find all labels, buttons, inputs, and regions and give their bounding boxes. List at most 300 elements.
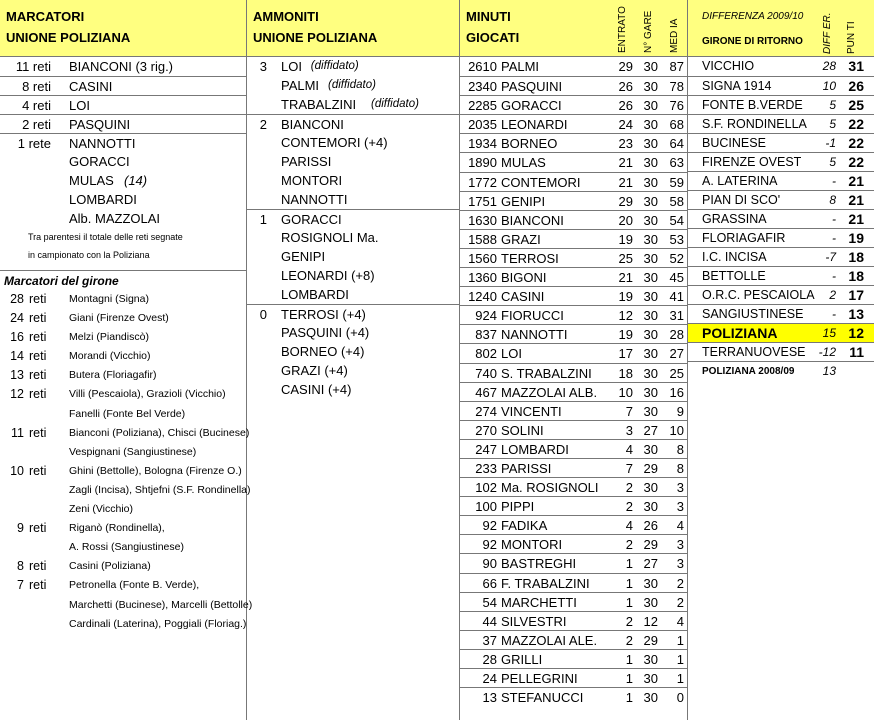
note-line-1: Tra parentesi il totale delle reti segnate — [28, 232, 183, 242]
media-value: 9 — [676, 403, 684, 419]
player-name: F. TRABALZINI — [501, 575, 590, 591]
booked-row — [247, 266, 459, 285]
player-name: GORACCI — [501, 98, 562, 114]
player-name: PALMI — [501, 59, 540, 74]
booked-note: (diffidato) — [371, 98, 419, 110]
gare-count: 30 — [643, 289, 658, 305]
gare-count: 30 — [643, 250, 658, 266]
punti-header: PUN TI — [846, 21, 857, 54]
media-value: 58 — [669, 193, 684, 209]
minutes-row — [460, 133, 687, 152]
team-diff: -7 — [825, 250, 836, 264]
team-points: 19 — [848, 230, 864, 246]
girone-scorers: Melzi (Piandiscò) — [69, 331, 149, 344]
scorer-goals: 4 reti — [22, 98, 51, 113]
minutes-total: 1240 — [468, 289, 497, 305]
media-value: 52 — [669, 250, 684, 266]
gare-count: 30 — [643, 117, 658, 133]
media-value: 59 — [669, 174, 684, 190]
minutes-row — [460, 229, 687, 248]
minutes-total: 24 — [482, 671, 497, 686]
booked-row — [247, 133, 459, 152]
gare-count: 30 — [643, 480, 658, 496]
girone-scorers: Petronella (Fonte B. Verde), — [69, 579, 200, 592]
media-value: 76 — [669, 98, 684, 114]
team-name: VICCHIO — [702, 59, 755, 73]
minutes-total: 92 — [482, 537, 497, 553]
minutes-total: 90 — [482, 556, 497, 572]
entrato-count: 12 — [618, 308, 633, 324]
minutes-total: 2340 — [468, 79, 497, 95]
minutes-row — [460, 382, 687, 401]
standings-row — [688, 209, 874, 228]
marcatori-column — [0, 57, 253, 720]
footer-value: 13 — [822, 364, 836, 378]
booked-row — [247, 361, 459, 380]
minutes-row — [460, 592, 687, 611]
minutes-row — [460, 114, 687, 133]
media-value: 1 — [676, 651, 684, 667]
classifica-column — [688, 57, 874, 720]
team-points: 13 — [848, 306, 864, 322]
girone-row — [0, 424, 250, 443]
minutes-total: 802 — [475, 346, 497, 362]
booked-row — [247, 323, 459, 342]
scorer-row — [0, 76, 246, 95]
note-line-2: in campionato con la Poliziana — [28, 250, 150, 260]
booked-name: NANNOTTI — [281, 192, 348, 207]
media-value: 41 — [669, 289, 684, 305]
player-name: Ma. ROSIGNOLI — [501, 480, 599, 496]
media-value: 1 — [676, 632, 684, 648]
gare-count: 30 — [643, 59, 658, 74]
media-value: 54 — [669, 212, 684, 228]
player-name: BIGONI — [501, 270, 547, 286]
entrato-count: 1 — [625, 690, 633, 706]
team-name: BUCINESE — [702, 136, 766, 150]
team-diff: -1 — [825, 136, 836, 150]
player-name: BIANCONI — [501, 212, 564, 228]
standings-row — [688, 76, 874, 95]
minutes-row — [460, 76, 687, 95]
team-diff: 5 — [829, 155, 836, 169]
booked-row — [247, 57, 459, 76]
booked-count: 2 — [259, 117, 267, 132]
team-points: 18 — [848, 249, 864, 265]
minutes-total: 66 — [482, 575, 497, 591]
girone-row — [0, 462, 246, 481]
team-name: PIAN DI SCO' — [702, 193, 781, 207]
standings-row — [688, 95, 874, 114]
entrato-header: ENTRATO — [617, 6, 628, 53]
team-diff: 10 — [822, 79, 836, 93]
scorer-row — [0, 209, 246, 228]
minutes-total: 100 — [475, 499, 497, 515]
entrato-count: 24 — [618, 117, 633, 133]
gare-count: 30 — [643, 231, 658, 247]
booked-name: MONTORI — [281, 173, 343, 188]
minutes-total: 28 — [482, 651, 497, 667]
girone-scorers: Morandi (Vicchio) — [69, 350, 151, 363]
player-name: LOI — [501, 346, 522, 362]
gare-count: 30 — [643, 690, 658, 706]
minutes-total: 270 — [475, 422, 497, 438]
player-name: BORNEO — [501, 136, 558, 152]
scorer-row — [0, 57, 246, 76]
media-value: 3 — [676, 556, 684, 572]
media-value: 2 — [676, 594, 684, 610]
minutes-total: 44 — [482, 613, 497, 629]
booked-name: GENIPI — [281, 249, 326, 264]
booked-row — [247, 152, 459, 171]
media-value: 3 — [676, 480, 684, 496]
entrato-count: 29 — [618, 59, 633, 74]
entrato-count: 1 — [625, 651, 633, 667]
minutes-total: 102 — [475, 480, 497, 496]
gare-count: 30 — [643, 346, 658, 362]
media-value: 25 — [669, 365, 684, 381]
standings-row — [688, 57, 874, 76]
girone-goals: 10 — [10, 463, 24, 478]
standings-row — [688, 171, 874, 190]
minutes-row — [460, 343, 687, 362]
booked-name: PASQUINI (+4) — [281, 325, 370, 340]
team-diff: 5 — [829, 98, 836, 112]
marcatori-title: MARCATORI — [6, 9, 85, 24]
media-value: 16 — [669, 384, 684, 400]
player-name: PIPPI — [501, 499, 535, 515]
minuti-subtitle: GIOCATI — [466, 30, 520, 45]
girone-scorers: Zagli (Incisa), Shtjefni (S.F. Rondinella) — [69, 483, 251, 496]
scorer-name: NANNOTTI — [69, 136, 136, 151]
booked-name: PARISSI — [281, 154, 332, 169]
entrato-count: 2 — [625, 613, 633, 629]
media-header: MED IA — [669, 18, 680, 53]
minutes-row — [460, 515, 687, 534]
player-name: MARCHETTI — [501, 594, 577, 610]
entrato-count: 2 — [625, 499, 633, 515]
player-name: MAZZOLAI ALE. — [501, 632, 598, 648]
booked-row — [247, 304, 459, 323]
player-name: PASQUINI — [501, 79, 563, 95]
minutes-total: 1630 — [468, 212, 497, 228]
player-name: S. TRABALZINI — [501, 365, 592, 381]
scorer-name: BIANCONI (3 rig.) — [69, 59, 174, 74]
entrato-count: 2 — [625, 632, 633, 648]
media-value: 1 — [676, 671, 684, 686]
minutes-row — [460, 401, 687, 420]
entrato-count: 26 — [618, 79, 633, 95]
booked-note: (diffidato) — [328, 79, 376, 91]
player-name: GRILLI — [501, 651, 543, 667]
minutes-row — [460, 573, 687, 592]
minutes-row — [460, 267, 687, 286]
minutes-total: 37 — [482, 632, 497, 648]
entrato-count: 21 — [618, 174, 633, 190]
girone-reti: reti — [29, 349, 47, 364]
minutes-row — [460, 611, 687, 630]
girone-scorers: Marchetti (Bucinese), Marcelli (Bettolle) — [69, 598, 253, 611]
gare-count: 30 — [643, 384, 658, 400]
media-value: 8 — [676, 441, 684, 457]
media-value: 3 — [676, 499, 684, 515]
gare-count: 30 — [643, 671, 658, 686]
media-value: 63 — [669, 155, 684, 171]
team-name: FONTE B.VERDE — [702, 98, 803, 112]
minutes-total: 924 — [475, 308, 497, 324]
girone-reti: reti — [29, 521, 47, 536]
team-points: 21 — [848, 211, 864, 227]
minutes-row — [460, 95, 687, 114]
ammoniti-title: AMMONITI — [253, 9, 319, 24]
booked-row — [247, 342, 459, 361]
minutes-total: 1772 — [468, 174, 497, 190]
minutes-total: 1560 — [468, 250, 497, 266]
gare-count: 29 — [643, 632, 658, 648]
booked-row — [247, 190, 459, 209]
gare-count: 30 — [643, 155, 658, 171]
gare-count: 30 — [643, 575, 658, 591]
scorer-goals: 2 reti — [22, 117, 51, 132]
girone-title: Marcatori del girone — [0, 270, 246, 290]
entrato-count: 1 — [625, 556, 633, 572]
girone-scorers: Casini (Poliziana) — [69, 560, 151, 573]
booked-count: 0 — [259, 307, 267, 322]
entrato-count: 26 — [618, 98, 633, 114]
media-value: 28 — [669, 327, 684, 343]
booked-name: GORACCI — [281, 212, 342, 227]
gare-count: 30 — [643, 441, 658, 457]
girone-row — [0, 596, 253, 615]
minutes-row — [460, 458, 687, 477]
girone-goals: 14 — [10, 349, 24, 364]
scorer-row — [0, 114, 246, 133]
entrato-count: 25 — [618, 250, 633, 266]
booked-name: CASINI (+4) — [281, 382, 352, 397]
entrato-count: 23 — [618, 136, 633, 152]
team-name: POLIZIANA — [702, 325, 778, 341]
booked-name: LOI — [281, 59, 302, 74]
minutes-total: 233 — [475, 460, 497, 476]
girone-scorers: Vespignani (Sangiustinese) — [69, 445, 197, 458]
media-value: 8 — [676, 460, 684, 476]
standings-row — [688, 304, 874, 323]
media-value: 4 — [676, 613, 684, 629]
gare-count: 29 — [643, 537, 658, 553]
standings-footer — [688, 361, 874, 380]
girone-row — [0, 576, 246, 595]
team-name: S.F. RONDINELLA — [702, 117, 807, 131]
standings-row — [688, 323, 874, 342]
gare-count: 30 — [643, 193, 658, 209]
minutes-row — [460, 305, 687, 324]
gare-count: 30 — [643, 174, 658, 190]
team-name: SANGIUSTINESE — [702, 307, 804, 321]
scorer-name: Alb. MAZZOLAI — [69, 211, 161, 226]
entrato-count: 4 — [625, 518, 633, 534]
girone-goals: 12 — [10, 387, 24, 402]
team-diff: - — [832, 212, 836, 226]
girone-scorers: Bianconi (Poliziana), Chisci (Bucinese) — [69, 426, 250, 439]
minutes-row — [460, 57, 687, 76]
diff-header: DIFF ER. — [822, 12, 833, 54]
girone-goals: 11 — [11, 425, 24, 440]
marcatori-header — [0, 0, 247, 57]
media-value: 27 — [669, 346, 684, 362]
booked-note: (diffidato) — [310, 60, 359, 72]
minutes-row — [460, 420, 687, 439]
girone-reti: reti — [29, 368, 47, 383]
minutes-row — [460, 172, 687, 191]
classifica-subtitle: GIRONE DI RITORNO — [702, 36, 803, 47]
ammoniti-column — [247, 57, 460, 720]
girone-scorers: Villi (Pescaiola), Grazioli (Vicchio) — [69, 388, 226, 401]
team-diff: 2 — [829, 288, 836, 302]
scorer-name: LOI — [69, 98, 90, 113]
media-value: 2 — [676, 575, 684, 591]
booked-name: CONTEMORI (+4) — [281, 135, 388, 150]
entrato-count: 18 — [618, 365, 633, 381]
girone-reti: reti — [29, 311, 47, 326]
standings-row — [688, 342, 874, 361]
media-value: 87 — [669, 59, 684, 74]
team-name: BETTOLLE — [702, 269, 766, 283]
girone-reti: reti — [29, 292, 47, 306]
team-diff: 28 — [822, 59, 836, 73]
gare-count: 30 — [643, 79, 658, 95]
player-name: CASINI — [501, 289, 545, 305]
booked-row — [247, 171, 459, 190]
minutes-total: 274 — [475, 403, 497, 419]
media-value: 4 — [676, 518, 684, 534]
player-name: GENIPI — [501, 193, 546, 209]
minutes-row — [460, 534, 687, 553]
entrato-count: 2 — [625, 480, 633, 496]
booked-name: BORNEO (+4) — [281, 344, 365, 359]
team-name: A. LATERINA — [702, 174, 778, 188]
minutes-row — [460, 477, 687, 496]
standings-row — [688, 228, 874, 247]
player-name: FADIKA — [501, 518, 548, 534]
team-points: 17 — [848, 287, 864, 303]
girone-row — [0, 309, 246, 328]
gare-count: 30 — [643, 212, 658, 228]
minutes-row — [460, 649, 687, 668]
minutes-total: 467 — [475, 384, 497, 400]
classifica-header — [688, 0, 874, 57]
team-diff: - — [832, 231, 836, 245]
booked-name: LEONARDI (+8) — [281, 268, 375, 283]
girone-reti: reti — [29, 559, 47, 574]
team-points: 26 — [848, 78, 864, 94]
gare-count: 30 — [643, 308, 658, 324]
booked-count: 1 — [259, 212, 267, 227]
minutes-total: 13 — [482, 690, 497, 706]
team-name: TERRANUOVESE — [702, 345, 806, 359]
minutes-total: 2610 — [468, 59, 497, 74]
gare-header: N° GARE — [643, 10, 654, 53]
entrato-count: 4 — [625, 441, 633, 457]
girone-scorers: Giani (Firenze Ovest) — [69, 312, 169, 325]
player-name: TERROSI — [501, 250, 559, 266]
minutes-row — [460, 286, 687, 305]
scorer-name: PASQUINI — [69, 117, 131, 132]
minutes-row — [460, 630, 687, 649]
girone-row — [0, 443, 246, 462]
entrato-count: 2 — [625, 537, 633, 553]
team-points: 25 — [848, 97, 864, 113]
girone-goals: 24 — [10, 311, 24, 326]
minutes-total: 740 — [475, 365, 497, 381]
girone-scorers: Ghini (Bettolle), Bologna (Firenze O.) — [69, 464, 242, 477]
entrato-count: 3 — [625, 422, 633, 438]
minutes-row — [460, 687, 687, 706]
scorer-row — [0, 190, 246, 209]
entrato-count: 7 — [625, 403, 633, 419]
entrato-count: 29 — [618, 193, 633, 209]
team-name: GRASSINA — [702, 212, 767, 226]
scorer-row — [0, 152, 246, 171]
minutes-total: 2285 — [468, 98, 497, 114]
girone-scorers: Fanelli (Fonte Bel Verde) — [69, 407, 186, 420]
booked-name: BIANCONI — [281, 117, 344, 132]
entrato-count: 21 — [618, 270, 633, 286]
minutes-row — [460, 439, 687, 458]
booked-row — [247, 209, 459, 228]
classifica-title: DIFFERENZA 2009/10 — [702, 11, 804, 22]
scorer-name: LOMBARDI — [69, 192, 137, 207]
girone-goals: 8 — [17, 559, 24, 574]
minuti-title: MINUTI — [466, 9, 511, 24]
minutes-row — [460, 210, 687, 229]
team-name: I.C. INCISA — [702, 250, 767, 264]
girone-row — [0, 405, 246, 424]
girone-row — [0, 500, 246, 519]
gare-count: 30 — [643, 136, 658, 152]
standings-row — [688, 266, 874, 285]
player-name: SILVESTRI — [501, 613, 567, 629]
girone-scorers: Butera (Floriagafir) — [69, 369, 157, 382]
media-value: 45 — [669, 270, 684, 286]
minutes-total: 837 — [475, 327, 497, 343]
team-points: 18 — [848, 268, 864, 284]
minutes-total: 54 — [482, 594, 497, 610]
player-name: PELLEGRINI — [501, 671, 578, 686]
gare-count: 27 — [643, 422, 658, 438]
footer-label: POLIZIANA 2008/09 — [702, 366, 795, 377]
girone-row — [0, 557, 246, 576]
media-value: 31 — [669, 308, 684, 324]
gare-count: 30 — [643, 403, 658, 419]
booked-name: TERROSI (+4) — [281, 307, 366, 322]
scorer-name: GORACCI — [69, 154, 130, 169]
team-diff: - — [832, 307, 836, 321]
minutes-row — [460, 553, 687, 572]
team-name: FIRENZE OVEST — [702, 155, 802, 169]
standings-row — [688, 247, 874, 266]
booked-row — [247, 228, 459, 247]
girone-reti: reti — [29, 425, 47, 440]
booked-row — [247, 76, 459, 95]
girone-row — [0, 538, 246, 557]
minutes-total: 1751 — [468, 193, 497, 209]
minutes-total: 92 — [482, 518, 497, 534]
team-diff: 5 — [829, 117, 836, 131]
entrato-count: 19 — [618, 231, 633, 247]
team-name: O.R.C. PESCAIOLA — [702, 288, 815, 302]
team-points: 11 — [849, 344, 864, 360]
player-name: NANNOTTI — [501, 327, 568, 343]
